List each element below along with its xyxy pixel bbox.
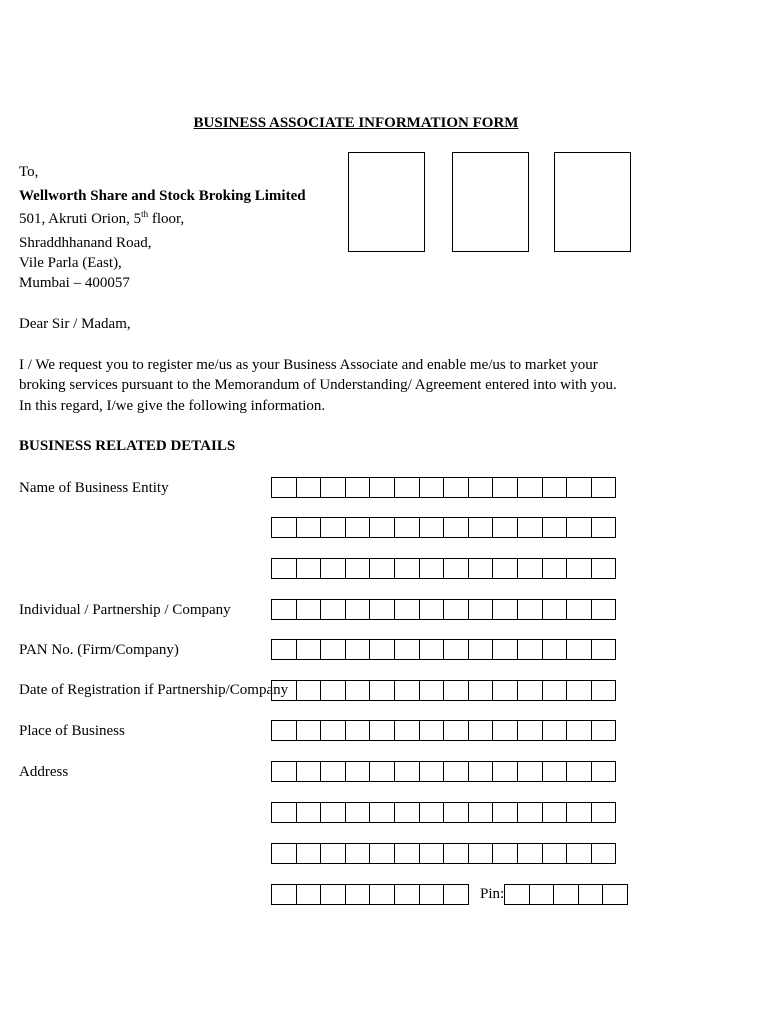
char-box[interactable] xyxy=(419,477,445,498)
char-box[interactable] xyxy=(345,802,371,823)
char-box[interactable] xyxy=(591,558,617,579)
char-box[interactable] xyxy=(271,720,297,741)
char-box[interactable] xyxy=(419,802,445,823)
char-box[interactable] xyxy=(394,477,420,498)
char-box[interactable] xyxy=(296,761,322,782)
photo-box-2[interactable] xyxy=(452,152,529,252)
char-box[interactable] xyxy=(320,720,346,741)
address-boxes-row-1[interactable] xyxy=(271,761,616,782)
char-box[interactable] xyxy=(443,884,469,905)
char-box[interactable] xyxy=(271,558,297,579)
char-box[interactable] xyxy=(517,599,543,620)
char-box[interactable] xyxy=(443,639,469,660)
char-box[interactable] xyxy=(468,639,494,660)
char-box[interactable] xyxy=(566,517,592,538)
char-box[interactable] xyxy=(394,599,420,620)
char-box[interactable] xyxy=(492,802,518,823)
char-box[interactable] xyxy=(591,761,617,782)
char-box[interactable] xyxy=(345,761,371,782)
char-box[interactable] xyxy=(271,517,297,538)
char-box[interactable] xyxy=(320,517,346,538)
char-box[interactable] xyxy=(345,884,371,905)
char-box[interactable] xyxy=(542,639,568,660)
char-box[interactable] xyxy=(345,720,371,741)
label-place-of-business: Place of Business xyxy=(19,723,125,739)
char-box[interactable] xyxy=(517,720,543,741)
char-box[interactable] xyxy=(517,639,543,660)
label-address: Address xyxy=(19,764,69,780)
addressee-line3: Vile Parla (East), xyxy=(19,255,122,271)
char-box[interactable] xyxy=(517,843,543,864)
char-box[interactable] xyxy=(492,477,518,498)
char-box[interactable] xyxy=(443,720,469,741)
char-box[interactable] xyxy=(443,599,469,620)
char-box[interactable] xyxy=(394,558,420,579)
address-boxes-row-4[interactable] xyxy=(271,884,469,905)
salutation: Dear Sir / Madam, xyxy=(19,316,131,332)
photo-box-1[interactable] xyxy=(348,152,425,252)
char-box[interactable] xyxy=(271,843,297,864)
char-box[interactable] xyxy=(468,477,494,498)
char-box[interactable] xyxy=(492,761,518,782)
char-box[interactable] xyxy=(369,639,395,660)
char-box[interactable] xyxy=(369,884,395,905)
char-box[interactable] xyxy=(394,761,420,782)
char-box[interactable] xyxy=(542,680,568,701)
char-box[interactable] xyxy=(468,558,494,579)
char-box[interactable] xyxy=(443,802,469,823)
char-box[interactable] xyxy=(271,639,297,660)
char-box[interactable] xyxy=(566,802,592,823)
char-box[interactable] xyxy=(320,761,346,782)
char-box[interactable] xyxy=(369,720,395,741)
char-box[interactable] xyxy=(517,761,543,782)
char-box[interactable] xyxy=(394,884,420,905)
char-box[interactable] xyxy=(492,558,518,579)
char-box[interactable] xyxy=(271,761,297,782)
char-box[interactable] xyxy=(369,761,395,782)
char-box[interactable] xyxy=(542,720,568,741)
char-box[interactable] xyxy=(369,517,395,538)
char-box[interactable] xyxy=(419,558,445,579)
char-box[interactable] xyxy=(419,517,445,538)
char-box[interactable] xyxy=(566,680,592,701)
section-heading: BUSINESS RELATED DETAILS xyxy=(19,438,236,454)
addressee-company: Wellworth Share and Stock Broking Limited xyxy=(19,188,306,204)
char-box[interactable] xyxy=(468,599,494,620)
addressee-line4: Mumbai – 400057 xyxy=(19,275,130,291)
business-entity-boxes-row-3[interactable] xyxy=(271,558,616,579)
char-box[interactable] xyxy=(468,517,494,538)
photo-box-3[interactable] xyxy=(554,152,631,252)
char-box[interactable] xyxy=(296,720,322,741)
char-box[interactable] xyxy=(320,639,346,660)
address-boxes-row-2[interactable] xyxy=(271,802,616,823)
char-box[interactable] xyxy=(296,558,322,579)
business-entity-boxes-row-2[interactable] xyxy=(271,517,616,538)
addressee-line2: Shraddhhanand Road, xyxy=(19,235,152,251)
char-box[interactable] xyxy=(369,843,395,864)
pan-boxes[interactable] xyxy=(271,639,616,660)
char-box[interactable] xyxy=(369,477,395,498)
char-box[interactable] xyxy=(296,802,322,823)
pin-label: Pin: xyxy=(480,886,505,902)
char-box[interactable] xyxy=(419,639,445,660)
char-box[interactable] xyxy=(542,843,568,864)
char-box[interactable] xyxy=(591,843,617,864)
char-box[interactable] xyxy=(591,639,617,660)
form-title: BUSINESS ASSOCIATE INFORMATION FORM xyxy=(193,115,519,131)
char-box[interactable] xyxy=(394,680,420,701)
addressee-line1-post: floor, xyxy=(148,211,185,227)
char-box[interactable] xyxy=(591,477,617,498)
char-box[interactable] xyxy=(517,680,543,701)
char-box[interactable] xyxy=(578,884,604,905)
char-box[interactable] xyxy=(271,884,297,905)
char-box[interactable] xyxy=(566,599,592,620)
char-box[interactable] xyxy=(468,761,494,782)
pin-boxes[interactable] xyxy=(504,884,628,905)
char-box[interactable] xyxy=(394,639,420,660)
char-box[interactable] xyxy=(320,558,346,579)
char-box[interactable] xyxy=(369,599,395,620)
char-box[interactable] xyxy=(468,720,494,741)
char-box[interactable] xyxy=(394,843,420,864)
char-box[interactable] xyxy=(591,680,617,701)
char-box[interactable] xyxy=(566,720,592,741)
char-box[interactable] xyxy=(591,802,617,823)
char-box[interactable] xyxy=(320,477,346,498)
char-box[interactable] xyxy=(296,884,322,905)
char-box[interactable] xyxy=(271,802,297,823)
char-box[interactable] xyxy=(542,517,568,538)
char-box[interactable] xyxy=(271,477,297,498)
entity-type-boxes[interactable] xyxy=(271,599,616,620)
char-box[interactable] xyxy=(345,558,371,579)
char-box[interactable] xyxy=(296,639,322,660)
paragraph-line-3: In this regard, I/we give the following information. xyxy=(19,398,326,414)
char-box[interactable] xyxy=(517,558,543,579)
char-box[interactable] xyxy=(517,802,543,823)
char-box[interactable] xyxy=(566,761,592,782)
char-box[interactable] xyxy=(296,680,322,701)
char-box[interactable] xyxy=(443,680,469,701)
char-box[interactable] xyxy=(320,680,346,701)
label-entity-type: Individual / Partnership / Company xyxy=(19,602,231,618)
char-box[interactable] xyxy=(542,761,568,782)
char-box[interactable] xyxy=(443,558,469,579)
registration-date-boxes[interactable] xyxy=(271,680,616,701)
addressee-line1 xyxy=(19,210,184,228)
addressee-to: To, xyxy=(19,164,39,180)
char-box[interactable] xyxy=(542,802,568,823)
char-box[interactable] xyxy=(320,802,346,823)
char-box[interactable] xyxy=(542,477,568,498)
char-box[interactable] xyxy=(369,680,395,701)
char-box[interactable] xyxy=(345,639,371,660)
char-box[interactable] xyxy=(566,477,592,498)
addressee-line1-text: 501, Akruti Orion, 5 xyxy=(19,211,142,227)
char-box[interactable] xyxy=(553,884,579,905)
char-box[interactable] xyxy=(443,761,469,782)
char-box[interactable] xyxy=(517,517,543,538)
label-business-entity: Name of Business Entity xyxy=(19,480,169,496)
char-box[interactable] xyxy=(296,843,322,864)
char-box[interactable] xyxy=(566,558,592,579)
addressee-line1-sup: th xyxy=(141,209,149,219)
char-box[interactable] xyxy=(492,517,518,538)
char-box[interactable] xyxy=(492,599,518,620)
char-box[interactable] xyxy=(566,639,592,660)
char-box[interactable] xyxy=(492,843,518,864)
char-box[interactable] xyxy=(591,720,617,741)
char-box[interactable] xyxy=(320,599,346,620)
char-box[interactable] xyxy=(296,477,322,498)
char-box[interactable] xyxy=(296,599,322,620)
char-box[interactable] xyxy=(394,517,420,538)
char-box[interactable] xyxy=(492,720,518,741)
char-box[interactable] xyxy=(369,802,395,823)
char-box[interactable] xyxy=(602,884,628,905)
char-box[interactable] xyxy=(345,477,371,498)
char-box[interactable] xyxy=(529,884,555,905)
char-box[interactable] xyxy=(542,558,568,579)
char-box[interactable] xyxy=(345,680,371,701)
char-box[interactable] xyxy=(443,477,469,498)
label-pan: PAN No. (Firm/Company) xyxy=(19,642,179,658)
char-box[interactable] xyxy=(517,477,543,498)
char-box[interactable] xyxy=(504,884,530,905)
place-of-business-boxes[interactable] xyxy=(271,720,616,741)
char-box[interactable] xyxy=(320,843,346,864)
char-box[interactable] xyxy=(566,843,592,864)
char-box[interactable] xyxy=(419,599,445,620)
char-box[interactable] xyxy=(542,599,568,620)
business-entity-boxes-row-1[interactable] xyxy=(271,477,616,498)
char-box[interactable] xyxy=(468,802,494,823)
paragraph-line-2: broking services pursuant to the Memorandum of Understanding/ Agreement entered into with you. xyxy=(19,377,617,393)
char-box[interactable] xyxy=(591,599,617,620)
char-box[interactable] xyxy=(271,599,297,620)
char-box[interactable] xyxy=(345,599,371,620)
char-box[interactable] xyxy=(591,517,617,538)
address-boxes-row-3[interactable] xyxy=(271,843,616,864)
char-box[interactable] xyxy=(419,720,445,741)
char-box[interactable] xyxy=(345,843,371,864)
char-box[interactable] xyxy=(419,761,445,782)
char-box[interactable] xyxy=(419,680,445,701)
char-box[interactable] xyxy=(394,720,420,741)
paragraph-line-1: I / We request you to register me/us as your Business Associate and enable me/us to market your xyxy=(19,357,598,373)
char-box[interactable] xyxy=(296,517,322,538)
char-box[interactable] xyxy=(345,517,371,538)
label-registration-date: Date of Registration if Partnership/Company xyxy=(19,682,289,698)
char-box[interactable] xyxy=(492,639,518,660)
char-box[interactable] xyxy=(492,680,518,701)
char-box[interactable] xyxy=(394,802,420,823)
char-box[interactable] xyxy=(468,843,494,864)
char-box[interactable] xyxy=(443,517,469,538)
char-box[interactable] xyxy=(419,843,445,864)
char-box[interactable] xyxy=(443,843,469,864)
char-box[interactable] xyxy=(468,680,494,701)
char-box[interactable] xyxy=(419,884,445,905)
char-box[interactable] xyxy=(320,884,346,905)
char-box[interactable] xyxy=(369,558,395,579)
